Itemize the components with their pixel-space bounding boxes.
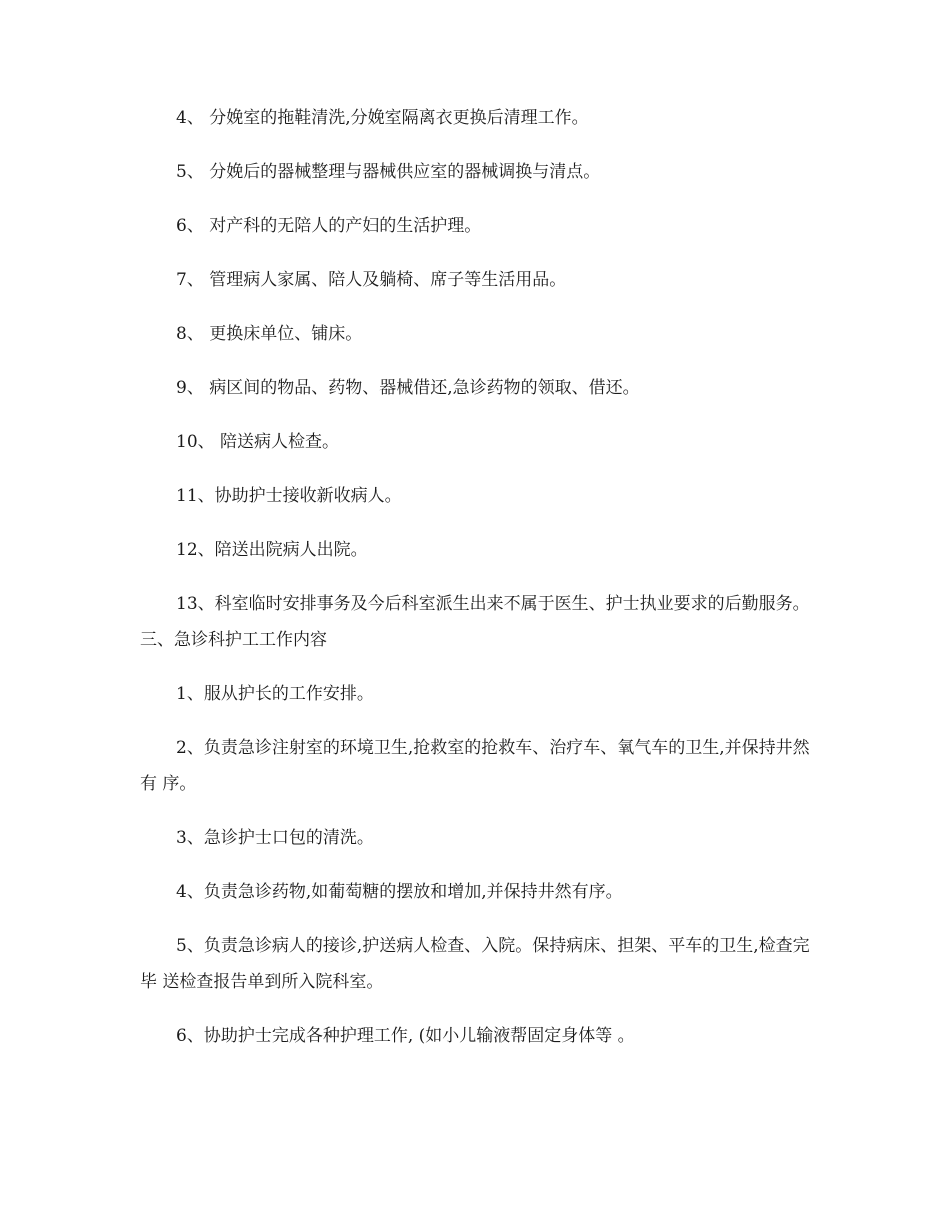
- paragraph-item-8-bed-change: 8、 更换床单位、铺床。: [176, 324, 363, 344]
- paragraph-er-item-3: 3、急诊护士口包的清洗。: [176, 828, 374, 848]
- paragraph-item-12-discharge: 12、陪送出院病人出院。: [176, 540, 368, 560]
- paragraph-item-5-instruments: 5、 分娩后的器械整理与器械供应室的器械调换与清点。: [176, 162, 601, 182]
- paragraph-er-item-5: 5、负责急诊病人的接诊,护送病人检查、入院。保持病床、担架、平车的卫生,检查完毕 送检查报告单到所入院科室。: [140, 936, 810, 992]
- paragraph-item-7-family-management: 7、 管理病人家属、陪人及躺椅、席子等生活用品。: [176, 270, 567, 290]
- paragraph-item-4-delivery-room: 4、 分娩室的拖鞋清洗,分娩室隔离衣更换后清理工作。: [176, 108, 589, 128]
- paragraph-er-item-1: 1、服从护长的工作安排。: [176, 684, 374, 704]
- paragraph-item-9-supplies: 9、 病区间的物品、药物、器械借还,急诊药物的领取、借还。: [176, 378, 640, 398]
- paragraph-item-13-section-heading: 13、科室临时安排事务及今后科室派生出来不属于医生、护士执业要求的后勤服务。 三、急诊科护工工作内容: [140, 594, 810, 650]
- paragraph-er-item-6: 6、协助护士完成各种护理工作, (如小儿输液帮固定身体等 。: [176, 1026, 635, 1046]
- paragraph-item-6-maternal-care: 6、 对产科的无陪人的产妇的生活护理。: [176, 216, 482, 236]
- paragraph-er-item-4: 4、负责急诊药物,如葡萄糖的摆放和增加,并保持井然有序。: [176, 882, 623, 902]
- paragraph-er-item-2: 2、负责急诊注射室的环境卫生,抢救室的抢救车、治疗车、氧气车的卫生,并保持井然有 序。: [140, 738, 810, 794]
- paragraph-item-11-admission: 11、协助护士接收新收病人。: [176, 486, 402, 506]
- paragraph-item-10-escort-exam: 10、 陪送病人检查。: [176, 432, 340, 452]
